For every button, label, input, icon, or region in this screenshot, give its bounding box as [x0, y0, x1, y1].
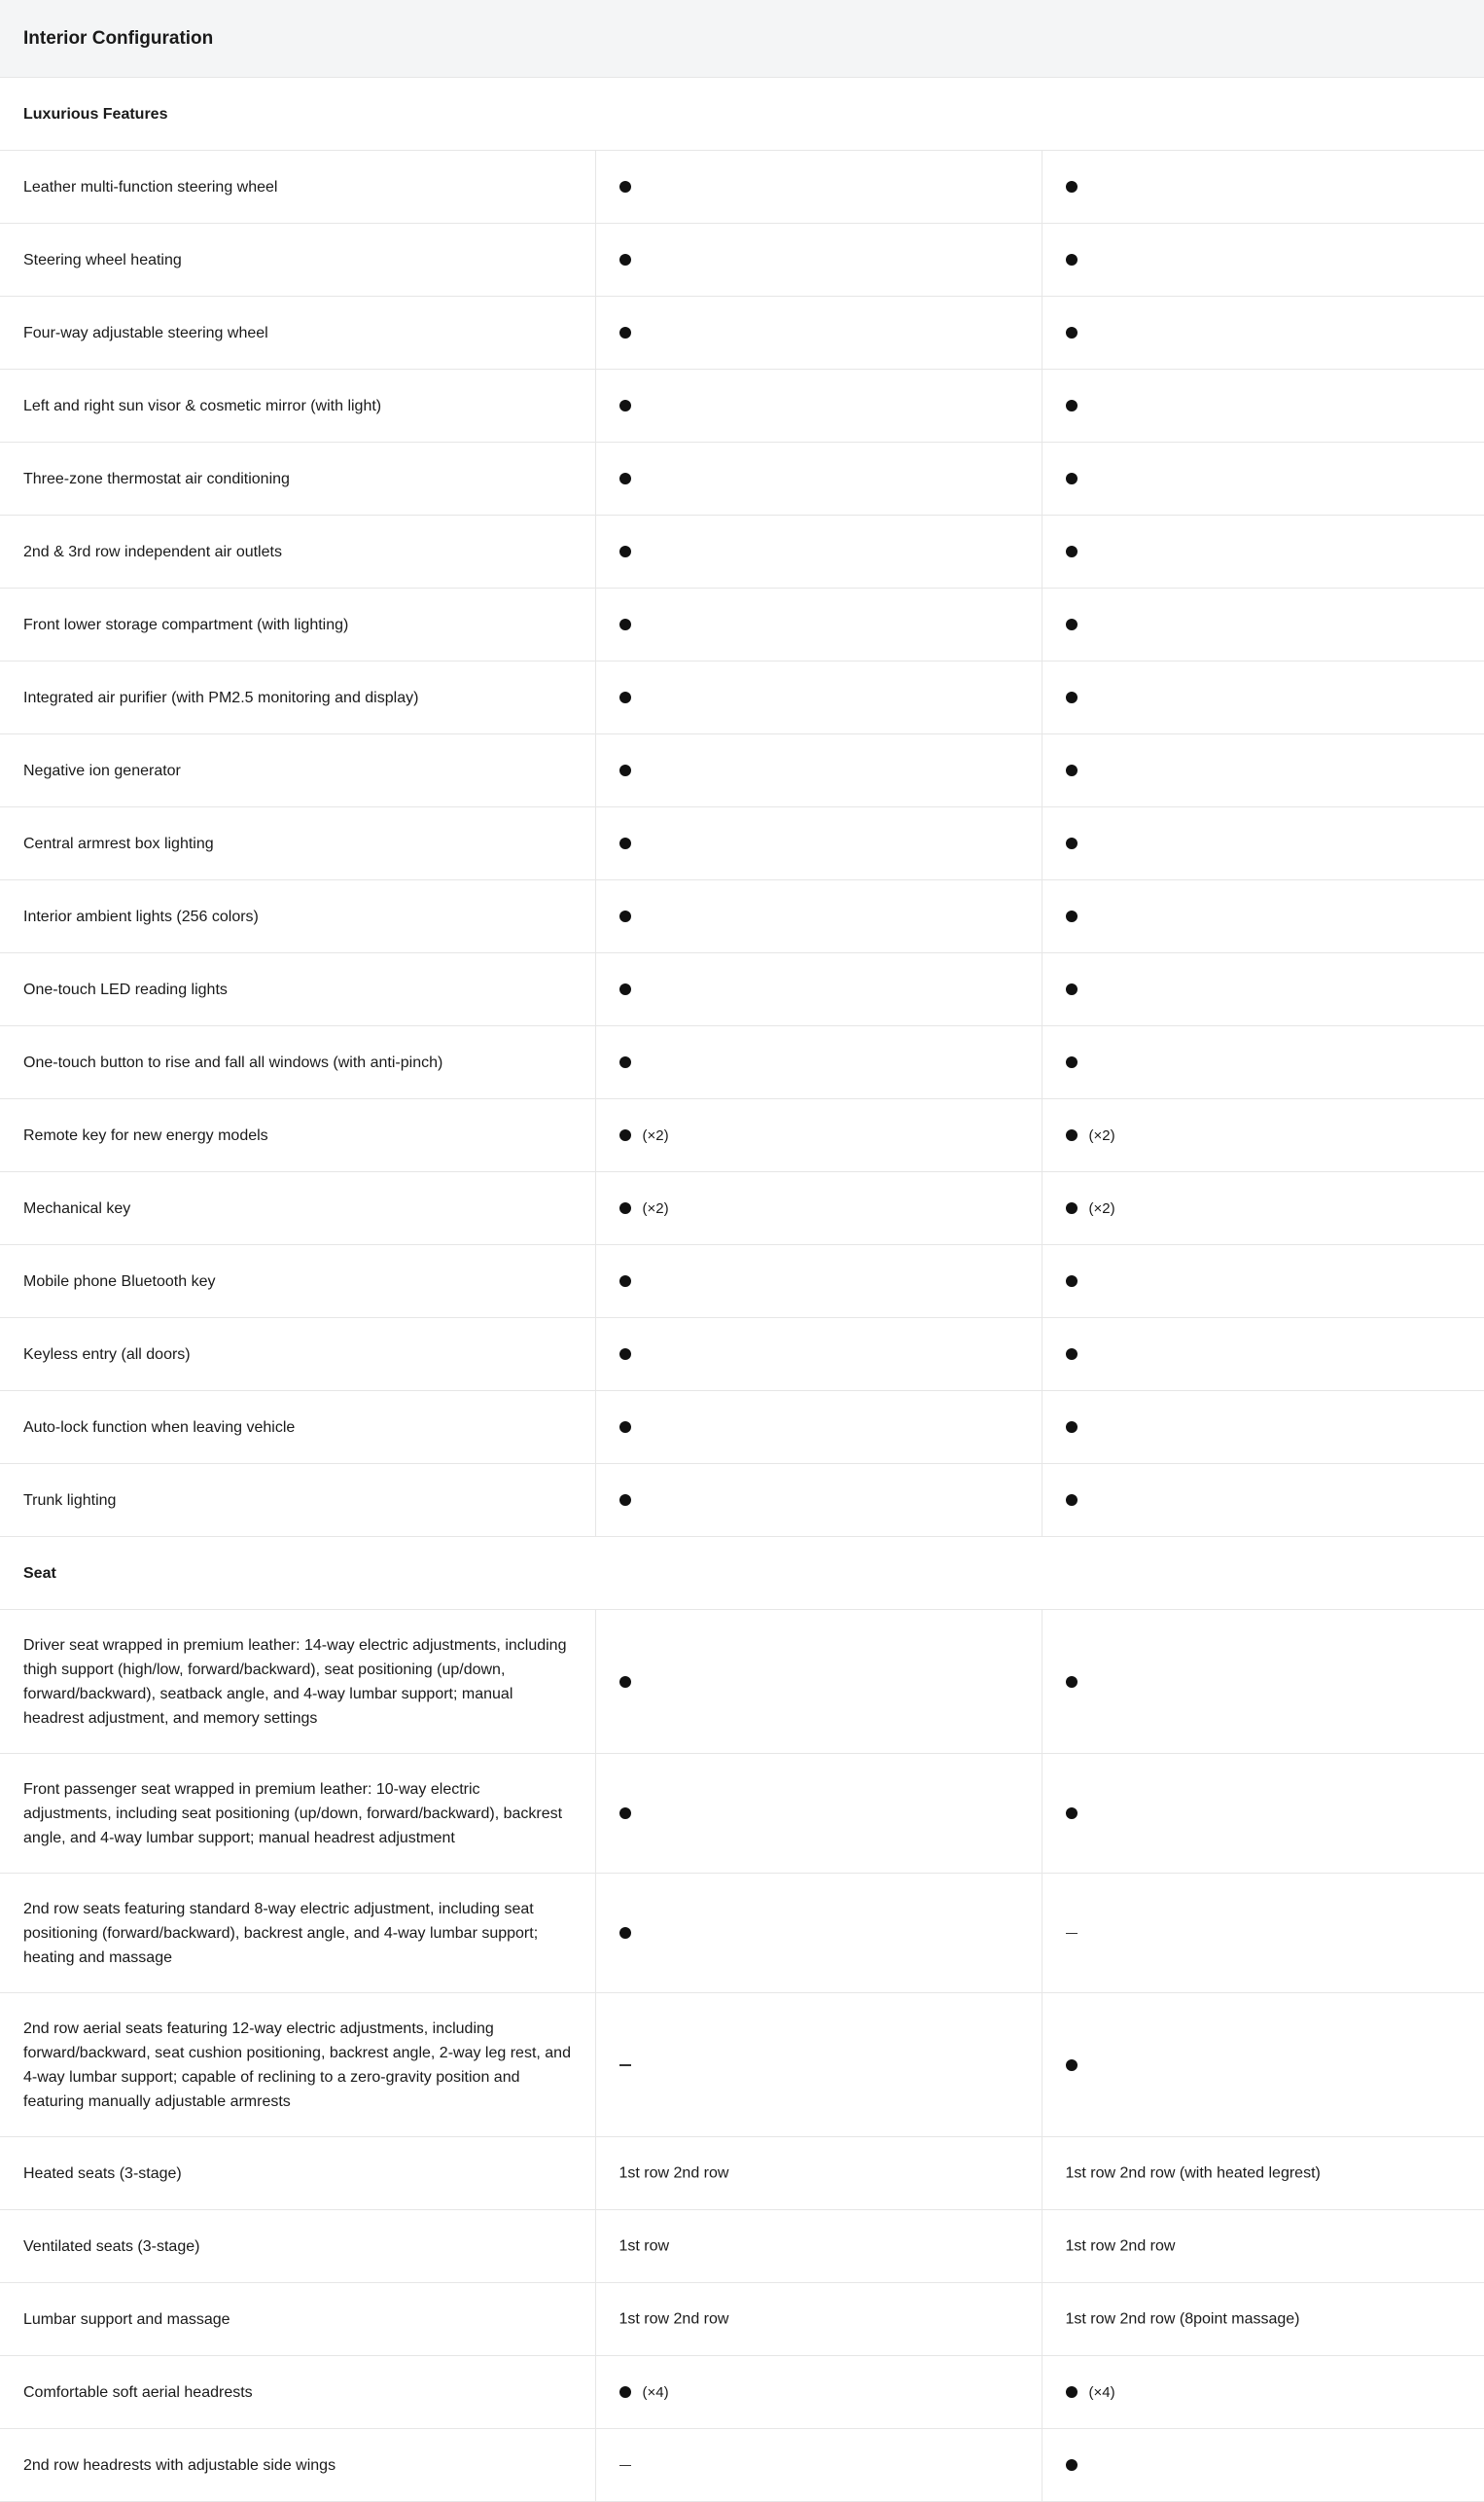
variant-b-value: [1042, 807, 1484, 880]
variant-a-value: [595, 297, 1042, 370]
feature-label: Integrated air purifier (with PM2.5 monitoring and display): [0, 661, 595, 734]
variant-a-value: [595, 734, 1042, 807]
included-dot-icon: [1066, 1129, 1078, 1141]
variant-b-value: [1042, 151, 1484, 224]
included-dot-icon: [619, 546, 631, 557]
feature-label: One-touch button to rise and fall all windows (with anti-pinch): [0, 1026, 595, 1099]
table-row: [0, 370, 1484, 443]
feature-label: Steering wheel heating: [0, 224, 595, 297]
table-row: [0, 1026, 1484, 1099]
table-row: [0, 1318, 1484, 1391]
variant-b-value: [1042, 1099, 1484, 1172]
feature-label: Trunk lighting: [0, 1464, 595, 1537]
table-row: [0, 2283, 1484, 2356]
option-text: 1st row 2nd row (with heated legrest): [1065, 2164, 1321, 2182]
option-text: 1st row 2nd row (8point massage): [1065, 2310, 1300, 2328]
included-dot-icon: [619, 1676, 631, 1688]
included-dot-icon: [619, 2386, 631, 2398]
variant-b-value: [1042, 661, 1484, 734]
feature-label: Mobile phone Bluetooth key: [0, 1245, 595, 1318]
feature-label: Front lower storage compartment (with lighting): [0, 589, 595, 661]
included-dot-icon: [1066, 1275, 1078, 1287]
section-header-row: [0, 78, 1484, 151]
option-text: 1st row 2nd row: [618, 2310, 729, 2328]
included-dot-icon: [1066, 619, 1078, 630]
variant-a-value: [595, 807, 1042, 880]
included-dot-icon: [1066, 473, 1078, 484]
variant-a-value: [595, 1318, 1042, 1391]
included-dot-icon: [619, 1494, 631, 1506]
variant-b-value: [1042, 589, 1484, 661]
included-dot-icon: [1066, 692, 1078, 703]
table-row: [0, 661, 1484, 734]
included-dot-icon: [1066, 1202, 1078, 1214]
table-row: [0, 2210, 1484, 2283]
included-dot-icon: [1066, 546, 1078, 557]
feature-label: Negative ion generator: [0, 734, 595, 807]
variant-a-value: [595, 1172, 1042, 1245]
table-row: [0, 1754, 1484, 1874]
table-row: [0, 2356, 1484, 2429]
feature-label: Heated seats (3-stage): [0, 2137, 595, 2210]
variant-b-value: [1042, 1610, 1484, 1754]
included-dot-icon: [1066, 1494, 1078, 1506]
variant-a-value: [595, 1754, 1042, 1874]
included-dot-icon: [619, 692, 631, 703]
included-dot-icon: [1066, 2386, 1078, 2398]
included-dot-icon: [619, 983, 631, 995]
variant-a-value: [595, 2356, 1042, 2429]
option-text: 1st row 2nd row: [1065, 2237, 1176, 2255]
feature-label: 2nd & 3rd row independent air outlets: [0, 516, 595, 589]
feature-label: One-touch LED reading lights: [0, 953, 595, 1026]
table-row: [0, 151, 1484, 224]
included-dot-icon: [619, 1129, 631, 1141]
variant-b-value: [1042, 516, 1484, 589]
quantity-note: (×2): [1088, 1126, 1115, 1144]
variant-a-value: [595, 880, 1042, 953]
included-dot-icon: [619, 1927, 631, 1939]
feature-label: Interior ambient lights (256 colors): [0, 880, 595, 953]
variant-b-value: [1042, 2210, 1484, 2283]
section-header-row: [0, 1537, 1484, 1610]
variant-b-value: [1042, 2283, 1484, 2356]
included-dot-icon: [1066, 1348, 1078, 1360]
variant-a-value: [595, 1464, 1042, 1537]
interior-configuration-title: Interior Configuration: [0, 0, 1484, 78]
variant-a-value: [595, 589, 1042, 661]
quantity-note: (×4): [642, 2383, 669, 2401]
variant-b-value: [1042, 953, 1484, 1026]
feature-label: 2nd row aerial seats featuring 12-way electric adjustments, including forward/backward, seat cushion positioning, backrest angle, 2-way leg rest, and 4-way lumbar support; capable of reclining to a zero-gravity position and featuring manually adjustable armrests: [0, 1993, 595, 2137]
included-dot-icon: [619, 254, 631, 266]
interior-configuration-header-row: [0, 0, 1484, 78]
included-dot-icon: [1066, 2059, 1078, 2071]
included-dot-icon: [1066, 254, 1078, 266]
table-row: [0, 953, 1484, 1026]
included-dot-icon: [619, 327, 631, 339]
not-available-dash-icon: [619, 2064, 631, 2066]
included-dot-icon: [1066, 1807, 1078, 1819]
variant-a-value: [595, 1099, 1042, 1172]
variant-a-value: [595, 1874, 1042, 1993]
quantity-note: (×2): [642, 1126, 669, 1144]
included-dot-icon: [619, 765, 631, 776]
feature-label: Comfortable soft aerial headrests: [0, 2356, 595, 2429]
included-dot-icon: [1066, 327, 1078, 339]
included-dot-icon: [619, 1202, 631, 1214]
included-dot-icon: [619, 1421, 631, 1433]
feature-label: 2nd row seats featuring standard 8-way electric adjustment, including seat positioning (forward/backward), backrest angle, and 4-way lumbar support; heating and massage: [0, 1874, 595, 1993]
included-dot-icon: [619, 473, 631, 484]
variant-a-value: [595, 1993, 1042, 2137]
not-available-dash-icon: [1066, 1933, 1078, 1935]
variant-b-value: [1042, 2137, 1484, 2210]
variant-b-value: [1042, 224, 1484, 297]
variant-b-value: [1042, 2356, 1484, 2429]
quantity-note: (×2): [642, 1199, 669, 1217]
variant-a-value: [595, 224, 1042, 297]
included-dot-icon: [1066, 765, 1078, 776]
variant-b-value: [1042, 1993, 1484, 2137]
variant-b-value: [1042, 1026, 1484, 1099]
included-dot-icon: [619, 1807, 631, 1819]
variant-a-value: [595, 2283, 1042, 2356]
variant-a-value: [595, 2429, 1042, 2502]
included-dot-icon: [619, 400, 631, 411]
variant-b-value: [1042, 443, 1484, 516]
feature-label: Auto-lock function when leaving vehicle: [0, 1391, 595, 1464]
feature-label: Driver seat wrapped in premium leather: 14-way electric adjustments, including thigh support (high/low, forward/backward), seat positioning (up/down, forward/backward), seatback angle, and 4-way lumbar support; manual headrest adjustment, and memory settings: [0, 1610, 595, 1754]
included-dot-icon: [1066, 2459, 1078, 2471]
feature-label: Mechanical key: [0, 1172, 595, 1245]
not-available-dash-icon: [619, 2465, 631, 2467]
included-dot-icon: [1066, 838, 1078, 849]
variant-b-value: [1042, 2429, 1484, 2502]
included-dot-icon: [619, 1275, 631, 1287]
feature-label: Central armrest box lighting: [0, 807, 595, 880]
table-row: [0, 1993, 1484, 2137]
table-row: [0, 2429, 1484, 2502]
variant-a-value: [595, 516, 1042, 589]
included-dot-icon: [1066, 1421, 1078, 1433]
variant-a-value: [595, 151, 1042, 224]
variant-a-value: [595, 2137, 1042, 2210]
variant-b-value: [1042, 370, 1484, 443]
included-dot-icon: [1066, 1676, 1078, 1688]
variant-b-value: [1042, 1318, 1484, 1391]
table-row: [0, 443, 1484, 516]
feature-label: Keyless entry (all doors): [0, 1318, 595, 1391]
feature-label: 2nd row headrests with adjustable side wings: [0, 2429, 595, 2502]
feature-label: Four-way adjustable steering wheel: [0, 297, 595, 370]
quantity-note: (×4): [1088, 2383, 1115, 2401]
table-row: [0, 589, 1484, 661]
section-title: Seat: [0, 1537, 1484, 1610]
included-dot-icon: [1066, 983, 1078, 995]
table-row: [0, 1874, 1484, 1993]
variant-a-value: [595, 2210, 1042, 2283]
option-text: 1st row 2nd row: [618, 2164, 729, 2182]
variant-b-value: [1042, 880, 1484, 953]
included-dot-icon: [619, 619, 631, 630]
feature-label: Lumbar support and massage: [0, 2283, 595, 2356]
variant-a-value: [595, 1391, 1042, 1464]
variant-b-value: [1042, 1245, 1484, 1318]
variant-b-value: [1042, 1464, 1484, 1537]
variant-a-value: [595, 1245, 1042, 1318]
table-row: [0, 224, 1484, 297]
included-dot-icon: [619, 1348, 631, 1360]
table-row: [0, 2137, 1484, 2210]
option-text: 1st row: [618, 2237, 670, 2255]
feature-label: Three-zone thermostat air conditioning: [0, 443, 595, 516]
table-row: [0, 1391, 1484, 1464]
quantity-note: (×2): [1088, 1199, 1115, 1217]
included-dot-icon: [1066, 400, 1078, 411]
variant-b-value: [1042, 1172, 1484, 1245]
table-row: [0, 1610, 1484, 1754]
variant-b-value: [1042, 297, 1484, 370]
included-dot-icon: [619, 911, 631, 922]
variant-a-value: [595, 370, 1042, 443]
table-row: [0, 807, 1484, 880]
variant-b-value: [1042, 1391, 1484, 1464]
variant-a-value: [595, 953, 1042, 1026]
table-row: [0, 1099, 1484, 1172]
table-row: [0, 516, 1484, 589]
feature-label: Front passenger seat wrapped in premium leather: 10-way electric adjustments, including seat positioning (up/down, forward/backward), backrest angle, and 4-way lumbar support; manual headrest adjustment: [0, 1754, 595, 1874]
variant-b-value: [1042, 734, 1484, 807]
table-row: [0, 1172, 1484, 1245]
table-row: [0, 1245, 1484, 1318]
included-dot-icon: [619, 838, 631, 849]
feature-label: Left and right sun visor & cosmetic mirror (with light): [0, 370, 595, 443]
included-dot-icon: [619, 1056, 631, 1068]
variant-b-value: [1042, 1754, 1484, 1874]
included-dot-icon: [1066, 181, 1078, 193]
section-title: Luxurious Features: [0, 78, 1484, 151]
variant-a-value: [595, 1026, 1042, 1099]
included-dot-icon: [1066, 1056, 1078, 1068]
table-row: [0, 297, 1484, 370]
variant-a-value: [595, 1610, 1042, 1754]
table-row: [0, 1464, 1484, 1537]
variant-a-value: [595, 443, 1042, 516]
included-dot-icon: [619, 181, 631, 193]
feature-label: Leather multi-function steering wheel: [0, 151, 595, 224]
variant-a-value: [595, 661, 1042, 734]
variant-b-value: [1042, 1874, 1484, 1993]
feature-label: Remote key for new energy models: [0, 1099, 595, 1172]
included-dot-icon: [1066, 911, 1078, 922]
table-row: [0, 734, 1484, 807]
feature-label: Ventilated seats (3-stage): [0, 2210, 595, 2283]
table-row: [0, 880, 1484, 953]
